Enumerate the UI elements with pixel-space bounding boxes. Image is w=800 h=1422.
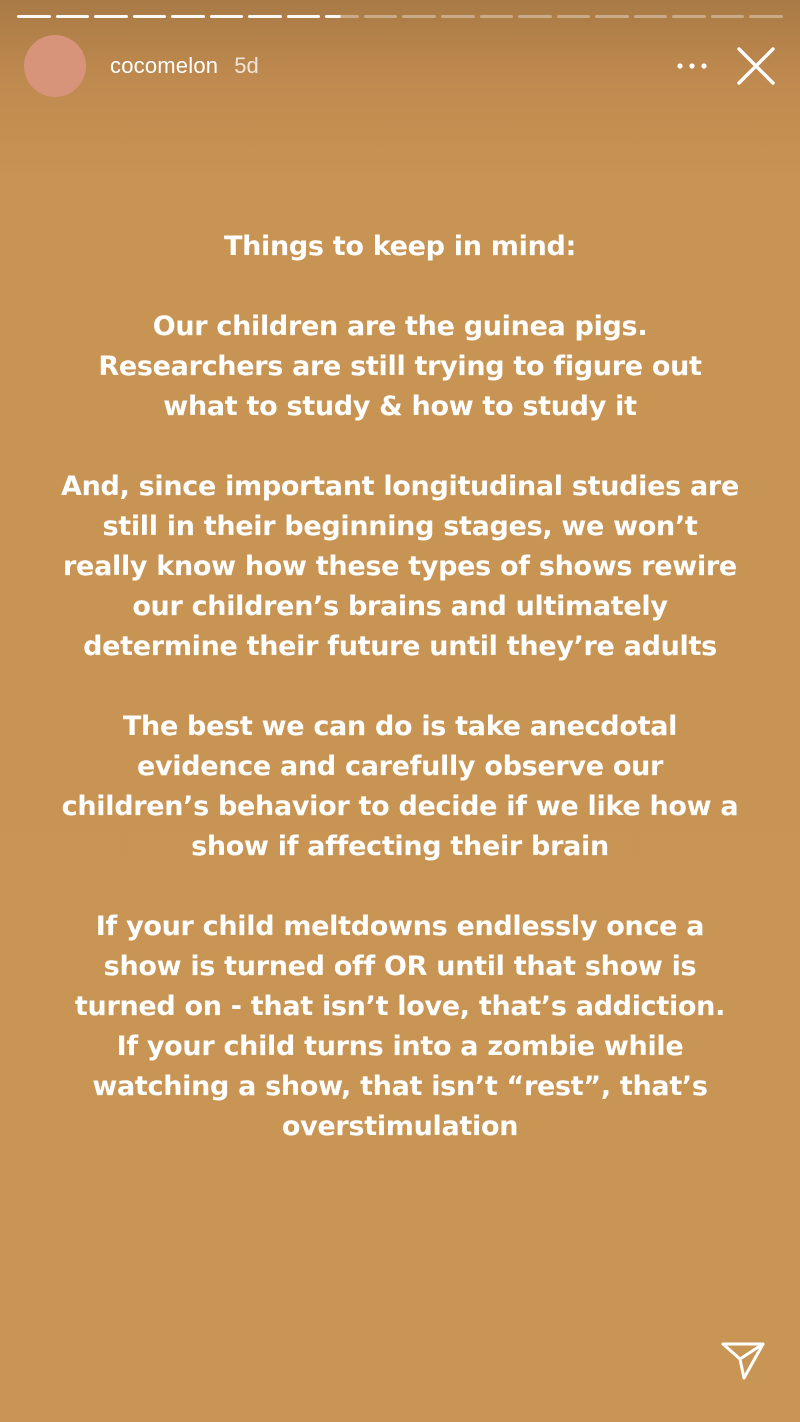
progress-segment: [402, 15, 436, 18]
progress-segment: [133, 15, 167, 18]
story-paragraph: Our children are the guinea pigs. Researchers are still trying to figure out what to study & how to study it: [98, 311, 702, 422]
progress-segment: [56, 15, 90, 18]
share-button[interactable]: [720, 1338, 766, 1384]
progress-segment: [518, 15, 552, 18]
story-progress-bar: [17, 15, 783, 19]
story-paragraph: If your child meltdowns endlessly once a show is turned off OR until that show is turned on - that isn’t love, that’s addiction. If your child turns into a zombie while watching a show, that isn’t “rest”, that’s overstimulation: [74, 911, 726, 1142]
progress-segment: [749, 15, 783, 18]
progress-segment: [672, 15, 706, 18]
progress-segment: [364, 15, 398, 18]
progress-segment: [248, 15, 282, 18]
more-options-button[interactable]: [672, 46, 712, 86]
progress-segment: [711, 15, 745, 18]
progress-segment: [325, 15, 359, 18]
progress-segment: [557, 15, 591, 18]
story-heading: Things to keep in mind:: [223, 231, 577, 262]
progress-segment: [287, 15, 321, 18]
close-button[interactable]: [734, 44, 778, 88]
story-header: [24, 34, 778, 98]
story-paragraph: And, since important longitudinal studies are still in their beginning stages, we won’t really know how these types of shows rewire our children’s brains and ultimately determine their future until they’re adults: [61, 471, 739, 662]
story-text: [60, 227, 740, 1187]
progress-segment: [595, 15, 629, 18]
progress-segment: [210, 15, 244, 18]
progress-segment: [634, 15, 668, 18]
post-age: 5d: [234, 53, 259, 78]
username[interactable]: cocomelon: [110, 53, 219, 78]
progress-segment: [171, 15, 205, 18]
avatar[interactable]: [24, 35, 86, 97]
progress-segment: [480, 15, 514, 18]
progress-segment: [17, 15, 51, 18]
progress-segment: [441, 15, 475, 18]
send-paper-plane-icon: [721, 1341, 765, 1381]
more-dots-icon: [675, 61, 709, 71]
close-x-icon: [736, 46, 776, 86]
progress-segment: [94, 15, 128, 18]
story-paragraph: The best we can do is take anecdotal evidence and carefully observe our children’s behavior to decide if we like how a show if affecting their brain: [61, 711, 739, 862]
